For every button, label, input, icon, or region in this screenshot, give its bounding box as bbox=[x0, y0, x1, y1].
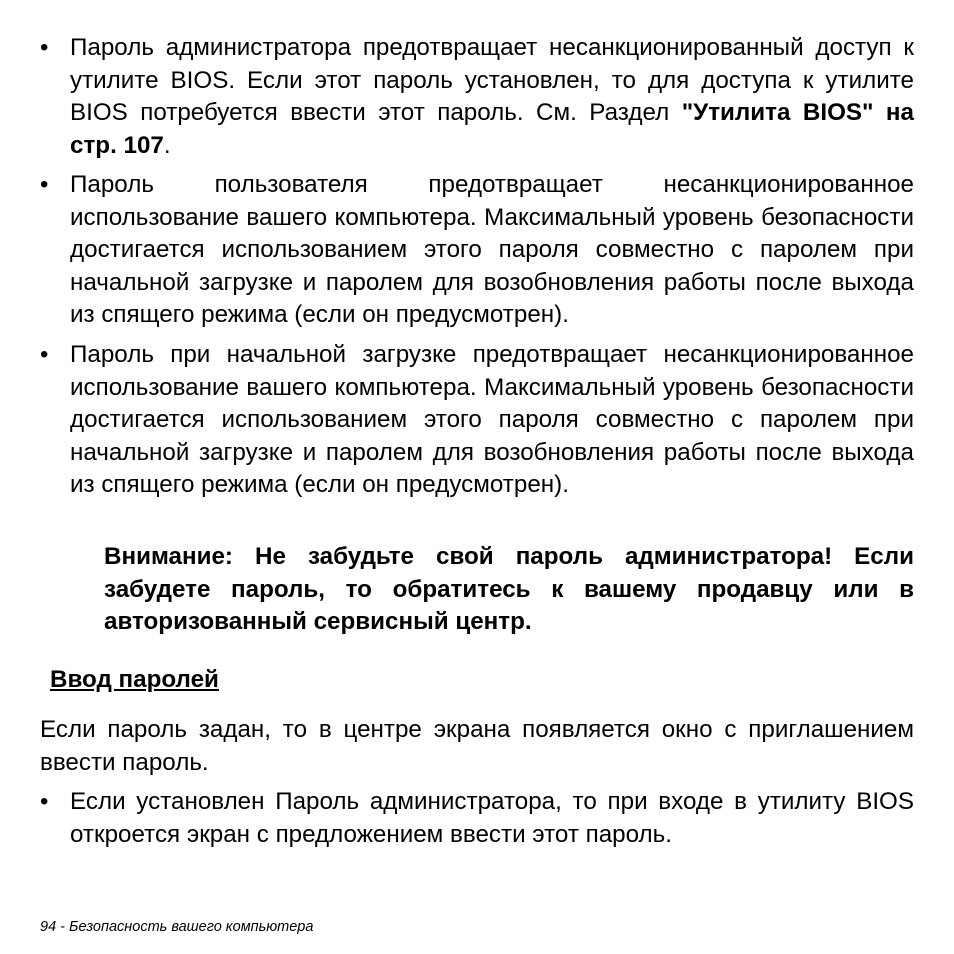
bios-utility-reference-link[interactable]: "Утилита BIOS" на стр. 107 bbox=[70, 99, 914, 159]
list-item bbox=[40, 169, 914, 332]
section-heading: Ввод паролей bbox=[50, 666, 219, 693]
bullet-icon: • bbox=[40, 341, 49, 368]
user-password-text: Пароль пользователя предотвращает несанкционированное использование вашего компьютера. Максимальный уровень безопасности достигается использованием этого пароля совместно с паролем при начальной загрузке и паролем для возобновления работы после выхода из спящего режима (если он предусмотрен). bbox=[70, 171, 914, 328]
list-item-text bbox=[70, 32, 914, 162]
list-item bbox=[40, 786, 914, 851]
bullet-icon: • bbox=[40, 788, 49, 815]
admin-password-entry-text: Если установлен Пароль администратора, то при входе в утилиту BIOS откроется экран с предложением ввести этот пароль. bbox=[70, 788, 914, 848]
page-footer: 94 - Безопасность вашего компьютера bbox=[40, 919, 314, 935]
warning-note: Внимание: Не забудьте свой пароль администратора! Если забудете пароль, то обратитесь к вашему продавцу или в авторизованный сервисный центр. bbox=[104, 543, 914, 635]
boot-password-text: Пароль при начальной загрузке предотвращает несанкционированное использование вашего компьютера. Максимальный уровень безопасности достигается использованием этого пароля совместно с паролем при начальной загрузке и паролем для возобновления работы после выхода из спящего режима (если он предусмотрен). bbox=[70, 341, 914, 498]
list-item bbox=[40, 32, 914, 162]
intro-paragraph: Если пароль задан, то в центре экрана появляется окно с приглашением ввести пароль. bbox=[40, 716, 914, 776]
list-item bbox=[40, 339, 914, 502]
sentence-end: . bbox=[163, 131, 171, 159]
bullet-icon: • bbox=[40, 34, 49, 61]
bullet-icon: • bbox=[40, 171, 49, 198]
admin-password-text: Пароль администратора предотвращает несанкционированный доступ к утилите BIOS. Если этот пароль установлен, то для доступа к утилите BIOS потребуется ввести этот пароль. См. Раздел bbox=[70, 34, 914, 126]
